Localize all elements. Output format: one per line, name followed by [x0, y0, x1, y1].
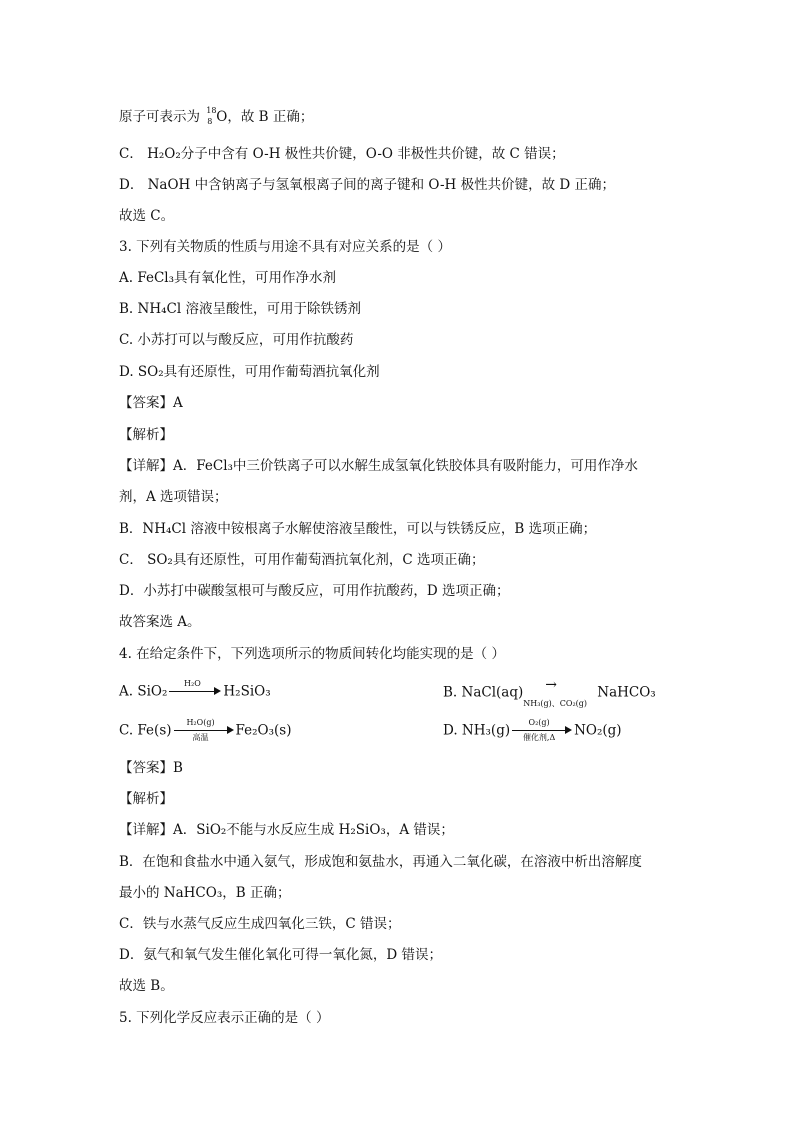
q4-conclusion: 故选 B。	[119, 978, 174, 994]
q3-detail-3: C． SO₂具有还原性，可用作葡萄酒抗氧化剂，C 选项正确；	[119, 552, 485, 568]
q4-option-b	[443, 677, 656, 708]
q3-option-d: D. SO₂具有还原性，可用作葡萄酒抗氧化剂	[119, 364, 380, 380]
prev-line-2: C． H₂O₂分子中含有 O-H 极性共价键，O-O 非极性共价键，故 C 错误；	[119, 146, 565, 162]
q3-stem: 3. 下列有关物质的性质与用途不具有对应关系的是（ ）	[119, 239, 451, 255]
q5-stem: 5. 下列化学反应表示正确的是（ ）	[119, 1010, 330, 1026]
product: NaHCO₃	[597, 684, 656, 701]
product: NO₂(g)	[574, 722, 622, 739]
reactant: A. SiO₂	[119, 683, 168, 700]
prev-line-1	[119, 108, 313, 126]
q4-detail-4: D．氨气和氧气发生催化氧化可得一氧化氮，D 错误；	[119, 947, 442, 963]
isotope-symbol	[206, 108, 216, 126]
q4-analysis-heading: 【解析】	[119, 791, 173, 807]
product: Fe₂O₃(s)	[235, 722, 292, 739]
arrow-condition-bottom: NH₃(g)、CO₂(g)	[523, 699, 588, 708]
prev-line-3: D． NaOH 中含钠离子与氢氧根离子间的离子键和 O-H 极性共价键，故 D 正确；	[119, 177, 615, 193]
atomic-number: 8	[207, 117, 213, 126]
q3-analysis-heading: 【解析】	[119, 427, 173, 443]
q4-stem: 4. 在给定条件下，下列选项所示的物质间转化均能实现的是（ ）	[119, 646, 505, 662]
mass-number: 18	[206, 106, 217, 115]
arrow-condition-top: O₂(g)	[528, 718, 550, 727]
reaction-arrow-icon	[512, 719, 572, 743]
reaction-arrow-icon: → NH₃(g)、CO₂(g)	[523, 680, 597, 706]
q4-detail-3: C．铁与水蒸气反应生成四氧化三铁，C 错误；	[119, 916, 401, 932]
arrow-condition-bottom: 高温	[192, 733, 209, 742]
q4-answer: 【答案】B	[119, 760, 183, 776]
element: O	[216, 109, 228, 125]
text: 原子可表示为	[119, 109, 205, 125]
reaction-arrow-icon	[169, 680, 221, 704]
q4-detail-1: 【详解】A．SiO₂不能与水反应生成 H₂SiO₃，A 错误；	[119, 822, 454, 838]
q4-option-a	[119, 680, 271, 704]
q3-detail-4: D．小苏打中碳酸氢根可与酸反应，可用作抗酸药，D 选项正确；	[119, 583, 510, 599]
q3-detail-2: B．NH₄Cl 溶液中铵根离子水解使溶液呈酸性，可以与铁锈反应，B 选项正确；	[119, 521, 597, 537]
product: H₂SiO₃	[223, 683, 271, 700]
q3-answer: 【答案】A	[119, 395, 183, 411]
q4-detail-2b: 最小的 NaHCO₃，B 正确；	[119, 885, 291, 901]
q3-conclusion: 故答案选 A。	[119, 614, 201, 630]
reaction-arrow-icon	[174, 719, 234, 743]
q3-option-a: A. FeCl₃具有氧化性，可用作净水剂	[119, 270, 337, 286]
prev-line-4: 故选 C。	[119, 208, 175, 224]
q4-option-c	[119, 719, 292, 743]
text: ，故 B 正确；	[227, 109, 314, 125]
q3-detail-1b: 剂，A 选项错误；	[119, 489, 228, 505]
arrow-condition-top: H₂O	[184, 679, 201, 688]
arrow-condition-bottom: 催化剂,Δ	[522, 733, 556, 742]
reactant: D. NH₃(g)	[443, 722, 511, 739]
reactant: C. Fe(s)	[119, 722, 172, 739]
q3-detail-1: 【详解】A．FeCl₃中三价铁离子可以水解生成氢氧化铁胶体具有吸附能力，可用作净水	[119, 458, 638, 474]
q3-option-c: C. 小苏打可以与酸反应，可用作抗酸药	[119, 332, 354, 348]
reactant: B. NaCl(aq)	[443, 684, 524, 701]
q4-detail-2: B．在饱和食盐水中通入氨气，形成饱和氨盐水，再通入二氧化碳，在溶液中析出溶解度	[119, 854, 642, 870]
arrow-condition-top: H₂O(g)	[186, 718, 215, 727]
q3-option-b: B. NH₄Cl 溶液呈酸性，可用于除铁锈剂	[119, 301, 361, 317]
q4-option-d	[443, 719, 622, 743]
